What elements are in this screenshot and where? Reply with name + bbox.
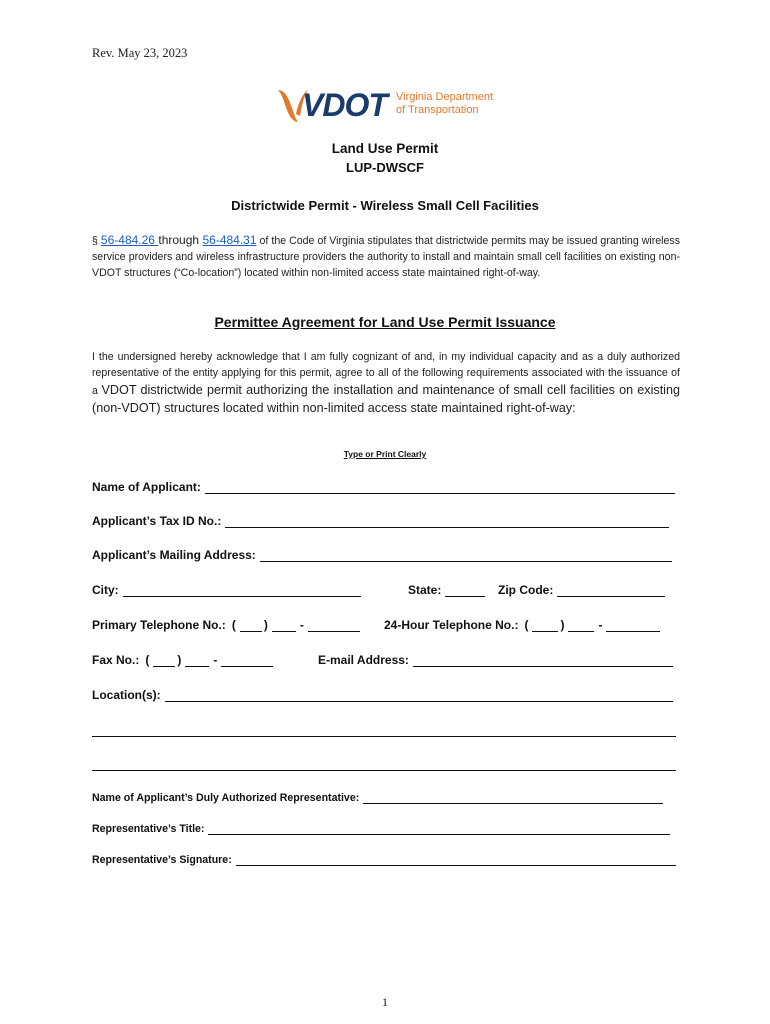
phone-24-paren-close: ) xyxy=(560,618,565,632)
rep-name-row xyxy=(92,792,663,804)
rep-name-label: Name of Applicant’s Duly Authorized Representative: xyxy=(92,792,360,804)
state-label: State: xyxy=(408,583,442,597)
phone-24-line-field[interactable] xyxy=(606,621,660,632)
fax-dash: - xyxy=(213,653,218,667)
rep-title-row xyxy=(92,823,670,835)
rep-signature-row xyxy=(92,854,676,866)
logo-subtitle xyxy=(396,91,493,117)
fax-paren-open: ( xyxy=(145,653,150,667)
permit-subtitle: Districtwide Permit - Wireless Small Cell Facilities xyxy=(231,198,539,213)
fax-paren-close: ) xyxy=(177,653,182,667)
locations-label: Location(s): xyxy=(92,688,161,702)
agreement-heading: Permittee Agreement for Land Use Permit Issuance xyxy=(214,314,556,330)
city-label: City: xyxy=(92,583,119,597)
locations-extra-line-2[interactable] xyxy=(92,769,676,771)
fax-area-field[interactable] xyxy=(153,656,175,667)
locations-field[interactable] xyxy=(165,691,673,702)
primary-phone-label: Primary Telephone No.: xyxy=(92,618,226,632)
phone-24-label: 24-Hour Telephone No.: xyxy=(384,618,519,632)
phone-24-dash: - xyxy=(598,618,603,632)
permit-title: Land Use Permit xyxy=(331,141,439,156)
city-row xyxy=(92,583,361,597)
primary-phone-prefix-field[interactable] xyxy=(272,621,296,632)
rep-title-label: Representative’s Title: xyxy=(92,823,205,835)
zip-field[interactable] xyxy=(557,586,665,597)
primary-phone-dash: - xyxy=(299,618,304,632)
locations-extra-line-1[interactable] xyxy=(92,735,676,737)
permit-code: LUP-DWSCF xyxy=(346,160,424,175)
email-label: E-mail Address: xyxy=(318,653,409,667)
code-link-56-484-31[interactable]: 56-484.31 xyxy=(202,233,257,247)
primary-phone-row xyxy=(92,618,360,632)
fax-label: Fax No.: xyxy=(92,653,140,667)
email-field[interactable] xyxy=(413,656,673,667)
state-row xyxy=(408,583,485,597)
phone-24-paren-open: ( xyxy=(524,618,529,632)
zip-label: Zip Code: xyxy=(498,583,554,597)
vdot-logo xyxy=(276,86,506,126)
phone-24-area-field[interactable] xyxy=(532,621,558,632)
rep-title-field[interactable] xyxy=(208,824,670,835)
phone-24-prefix-field[interactable] xyxy=(568,621,594,632)
fax-prefix-field[interactable] xyxy=(185,656,209,667)
locations-row xyxy=(92,688,673,702)
code-link-56-484-26[interactable]: 56-484.26 xyxy=(100,233,159,247)
intro-text: of the Code of Virginia stipulates that districtwide permits may be issued granting wireless service providers and wireless infrastructure providers the authority to install and maintain small cell facilities on existing non-VDOT structures (“Co-location”) located within non-limited access state maintained right-of-way. xyxy=(92,235,680,279)
logo-line-2: of Transportation xyxy=(396,104,479,116)
applicant-name-field[interactable] xyxy=(205,483,675,494)
through-text: through xyxy=(158,233,203,247)
mailing-address-row xyxy=(92,548,672,562)
primary-phone-area-field[interactable] xyxy=(240,621,262,632)
primary-phone-paren-open: ( xyxy=(231,618,236,632)
revision-date: Rev. May 23, 2023 xyxy=(92,46,188,60)
mailing-address-label: Applicant’s Mailing Address: xyxy=(92,548,256,562)
type-or-print-instruction: Type or Print Clearly xyxy=(343,449,427,459)
rep-name-field[interactable] xyxy=(363,793,663,804)
tax-id-row xyxy=(92,514,669,528)
page-number: 1 xyxy=(382,995,388,1009)
rep-signature-label: Representative’s Signature: xyxy=(92,854,232,866)
primary-phone-line-field[interactable] xyxy=(308,621,360,632)
tax-id-field[interactable] xyxy=(225,517,669,528)
email-row xyxy=(318,653,673,667)
zip-row xyxy=(498,583,665,597)
state-field[interactable] xyxy=(445,586,485,597)
agreement-paragraph xyxy=(92,349,680,417)
fax-row xyxy=(92,653,273,667)
city-field[interactable] xyxy=(123,586,361,597)
logo-wordmark: VDOT xyxy=(302,87,387,123)
agreement-text-part1: I the undersigned hereby acknowledge that I am fully cognizant of and, in my individual capacity and as a duly authorized representative of the entity applying for this permit, agree to all of the following requirements associated with the issuance of a xyxy=(92,351,680,397)
section-sign: § xyxy=(92,235,98,247)
fax-line-field[interactable] xyxy=(221,656,273,667)
tax-id-label: Applicant’s Tax ID No.: xyxy=(92,514,222,528)
agreement-text-part2: VDOT districtwide permit authorizing the installation and maintenance of small cell facilities on existing (non-VDOT) structures located within non-limited access state maintained right-of-way: xyxy=(92,383,680,415)
logo-line-1: Virginia Department xyxy=(396,91,494,103)
rep-signature-field[interactable] xyxy=(236,855,676,866)
phone-24-row xyxy=(384,618,660,632)
mailing-address-field[interactable] xyxy=(260,551,672,562)
intro-paragraph xyxy=(92,232,680,281)
applicant-name-label: Name of Applicant: xyxy=(92,480,201,494)
applicant-name-row xyxy=(92,480,675,494)
primary-phone-paren-close: ) xyxy=(263,618,268,632)
